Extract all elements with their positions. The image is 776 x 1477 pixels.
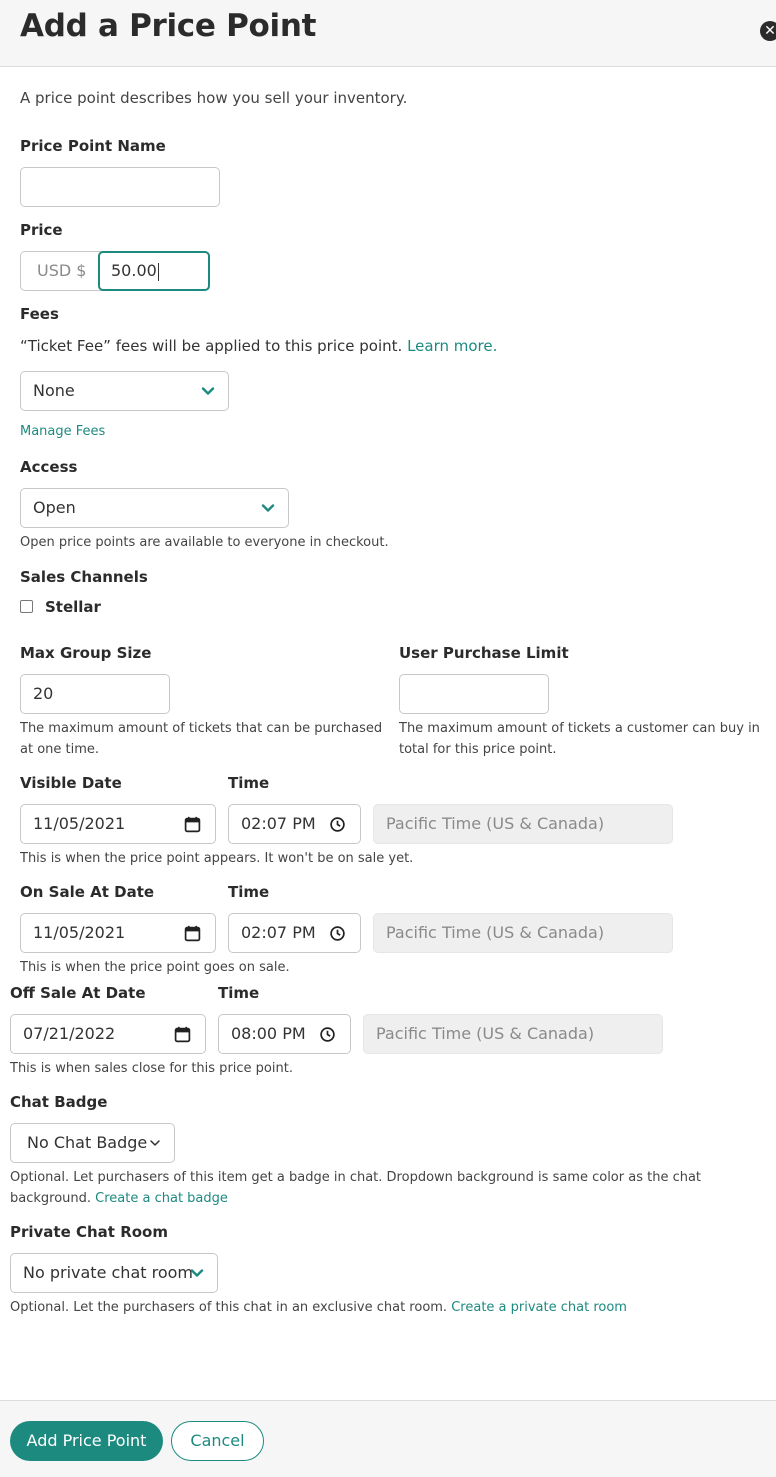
off-sale-time-input[interactable] [218,1014,351,1054]
intro-text: A price point describes how you sell your inventory. [20,89,408,107]
access-label: Access [20,458,78,476]
max-group-size-input[interactable]: 20 [20,674,170,714]
private-chat-room-label: Private Chat Room [10,1223,168,1241]
off-sale-time-label: Time [218,984,260,1002]
visible-time-input[interactable] [228,804,361,844]
on-sale-date-label: On Sale At Date [20,883,155,901]
text-caret [158,263,159,281]
off-sale-date-help: This is when sales close for this price point. [10,1061,293,1076]
chat-badge-select[interactable] [10,1123,175,1163]
clock-icon[interactable] [329,816,346,833]
modal-header [0,0,776,67]
modal-footer [0,1400,776,1477]
price-point-name-label: Price Point Name [20,137,166,155]
chevron-down-icon [189,1265,205,1281]
calendar-icon[interactable] [184,816,201,833]
sales-channels-label: Sales Channels [20,568,148,586]
visible-timezone-field: Pacific Time (US & Canada) [373,804,673,844]
max-group-size-label: Max Group Size [20,644,152,662]
calendar-icon[interactable] [174,1026,191,1043]
private-chat-room-selected-value: No private chat room [23,1263,193,1282]
visible-time-value: 02:07 PM [241,814,316,833]
on-sale-date-input[interactable] [20,913,216,953]
private-chat-room-select[interactable] [10,1253,218,1293]
access-help: Open price points are available to everyone in checkout. [20,535,389,550]
modal-title: Add a Price Point [20,8,317,44]
close-icon[interactable]: ✕ [760,21,776,41]
chat-badge-selected-value: No Chat Badge [27,1133,148,1152]
chat-badge-help-1: Optional. Let purchasers of this item get a badge in chat. Dropdown background is same color as the chat [10,1170,702,1185]
stellar-checkbox[interactable] [20,600,33,613]
stellar-label: Stellar [45,598,101,616]
price-label: Price [20,221,63,239]
calendar-icon[interactable] [184,925,201,942]
off-sale-date-label: Off Sale At Date [10,984,146,1002]
price-point-name-input[interactable] [20,167,220,207]
chevron-down-icon [148,1136,162,1150]
learn-more-link[interactable]: Learn more. [407,337,498,355]
price-input[interactable] [98,251,210,291]
on-sale-time-input[interactable] [228,913,361,953]
private-chat-room-help: Optional. Let the purchasers of this chat in an exclusive chat room. [10,1300,448,1315]
cancel-button[interactable]: Cancel [171,1421,264,1461]
chat-badge-help-2-line [10,1188,228,1209]
currency-prefix: USD $ [20,251,104,291]
access-select[interactable] [20,488,289,528]
add-price-point-button[interactable]: Add Price Point [10,1421,163,1461]
visible-date-input[interactable] [20,804,216,844]
clock-icon[interactable] [329,925,346,942]
off-sale-time-value: 08:00 PM [231,1024,306,1043]
chat-badge-label: Chat Badge [10,1093,108,1111]
on-sale-timezone-field: Pacific Time (US & Canada) [373,913,673,953]
fees-label: Fees [20,305,59,323]
fees-description: “Ticket Fee” fees will be applied to this price point. [20,337,403,355]
clock-icon[interactable] [319,1026,336,1043]
price-value: 50.00 [111,261,157,280]
chevron-down-icon [260,500,276,516]
off-sale-date-input[interactable] [10,1014,206,1054]
private-chat-room-help-line [10,1297,627,1318]
chevron-down-icon [200,383,216,399]
manage-fees-link[interactable]: Manage Fees [20,424,106,439]
user-purchase-limit-help-1: The maximum amount of tickets a customer can buy in [399,721,760,736]
on-sale-date-help: This is when the price point goes on sale. [20,960,290,975]
on-sale-time-label: Time [228,883,270,901]
user-purchase-limit-label: User Purchase Limit [399,644,569,662]
max-group-size-help-1: The maximum amount of tickets that can be purchased [20,721,383,736]
access-selected-value: Open [33,498,76,517]
user-purchase-limit-help-2: total for this price point. [399,742,557,757]
on-sale-time-value: 02:07 PM [241,923,316,942]
fees-description-line [20,337,497,355]
off-sale-date-value: 07/21/2022 [23,1024,116,1043]
visible-date-label: Visible Date [20,774,122,792]
fees-selected-value: None [33,381,75,400]
user-purchase-limit-input[interactable] [399,674,549,714]
on-sale-date-value: 11/05/2021 [33,923,126,942]
chat-badge-help-2: background. [10,1191,92,1206]
off-sale-timezone-field: Pacific Time (US & Canada) [363,1014,663,1054]
fees-select[interactable] [20,371,229,411]
create-private-chat-room-link[interactable]: Create a private chat room [451,1300,627,1315]
visible-time-label: Time [228,774,270,792]
create-chat-badge-link[interactable]: Create a chat badge [95,1191,228,1206]
visible-date-value: 11/05/2021 [33,814,126,833]
visible-date-help: This is when the price point appears. It won't be on sale yet. [20,851,414,866]
max-group-size-help-2: at one time. [20,742,100,757]
